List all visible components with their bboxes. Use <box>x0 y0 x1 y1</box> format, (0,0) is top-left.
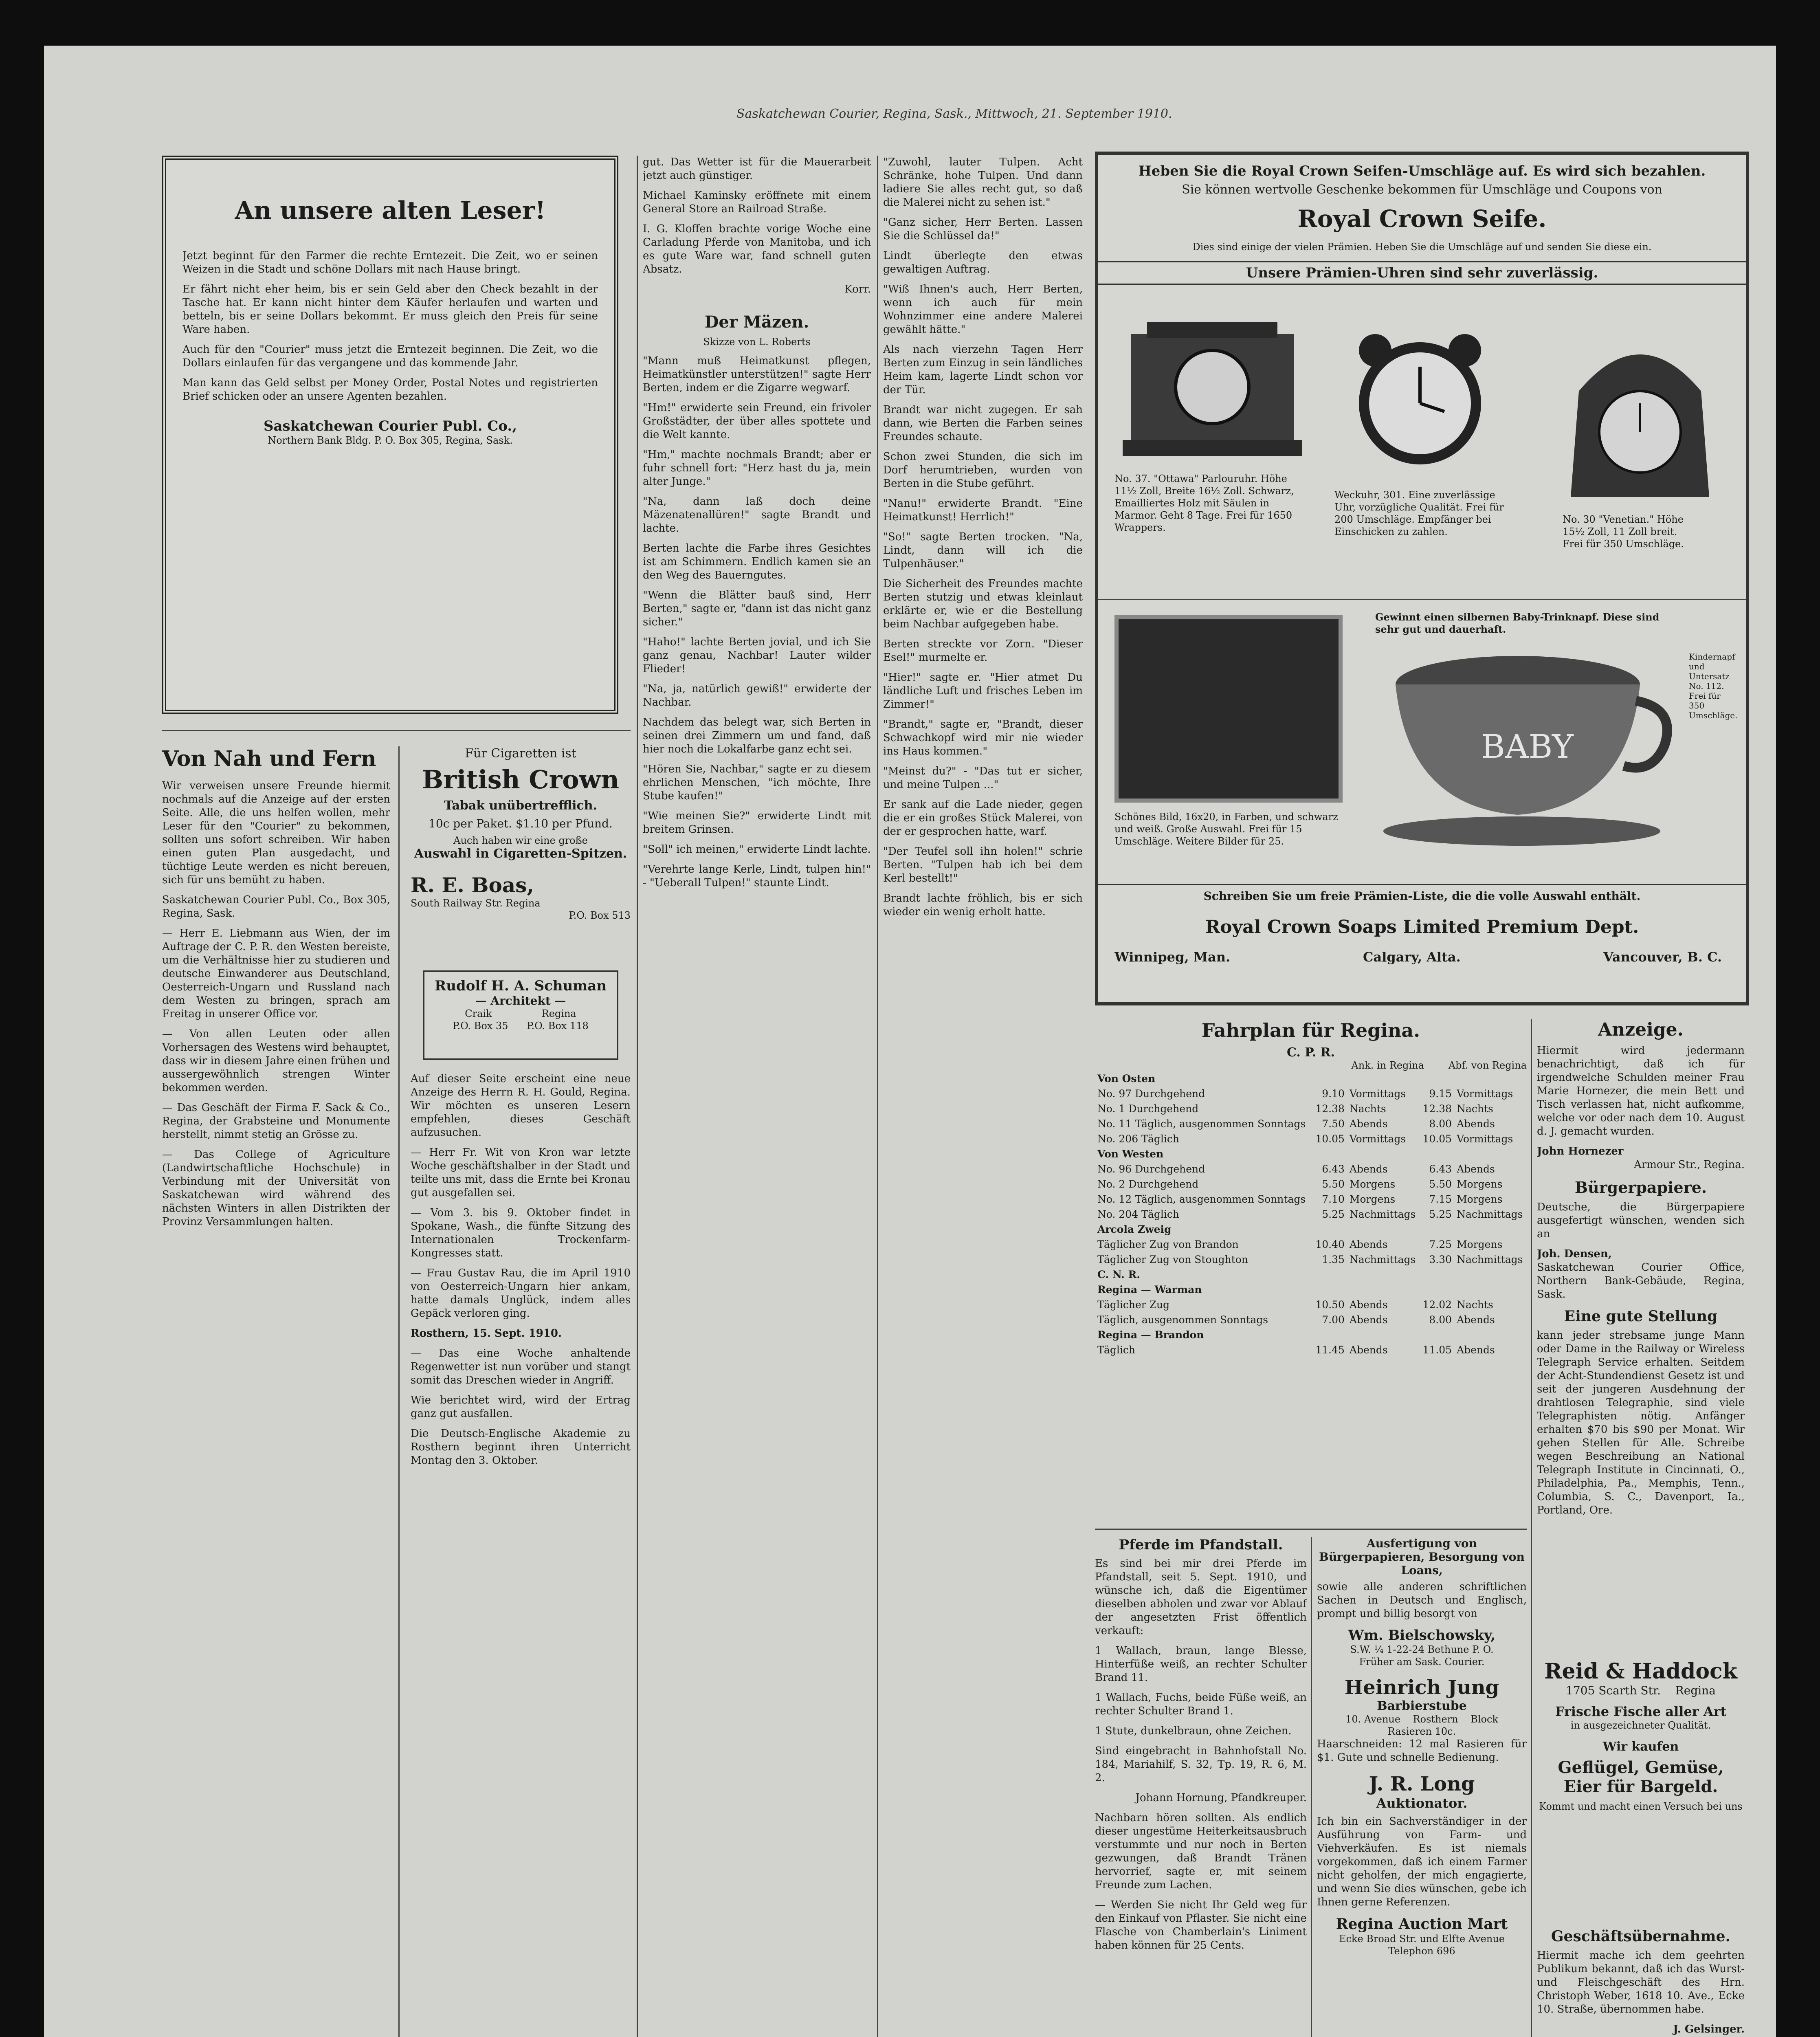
schedule-cell: 9.10 <box>1322 1088 1345 1100</box>
clock1-caption: No. 37. "Ottawa" Parlouruhr. Höhe 11½ Zoll, Breite 16½ Zoll. Schwarz, Emailliertes Holz mit Säulen in Marmor. Geht 8 Tage. Frei für 1650 Wrappers. <box>1114 473 1294 533</box>
column-rule <box>1311 1537 1312 2037</box>
schedule-row <box>1095 1297 1527 1312</box>
baby-cup-icon <box>1383 652 1677 847</box>
schedule-row <box>1095 1161 1527 1177</box>
story-paragraph: Die Sicherheit des Freundes machte Berten stutzig und etwas kleinlaut erklärte er, wie er die Bestellung beim Nachbar aufgegeben habe. <box>883 578 1083 630</box>
reid-haddock-ad <box>1537 1659 1745 1924</box>
schedule-cell: 10.05 <box>1315 1133 1345 1145</box>
schedule-cell: 11.45 <box>1315 1344 1345 1356</box>
boas-address: South Railway Str. Regina <box>411 898 541 909</box>
ottawa-clock-icon <box>1114 318 1310 464</box>
mid-paragraph: — Vom 3. bis 9. Oktober findet in Spokane, Wash., die fünfte Sitzung des Internationalen Trockenfarm-Kongresses statt. <box>411 1207 631 1259</box>
story-paragraph: Er sank auf die Lade nieder, gegen die er ein großes Stück Malerei, von der er gesprochen hatte, warf. <box>883 799 1083 838</box>
pferde-title: Pferde im Pfandstall. <box>1119 1537 1283 1553</box>
schedule-cell: 5.25 <box>1429 1208 1452 1220</box>
fahrplan-cpr: C. P. R. <box>1286 1045 1335 1060</box>
cigarette-price: 10c per Paket. $1.10 per Pfund. <box>429 817 613 830</box>
nachbarn-text: Nachbarn hören sollten. Als endlich dieser ungestüme Heiterkeitsausbruch verstummte und nur noch in Berten gezwungen, daß Brandt Tränen hervorrief, sagte er, mit seinem Freunde zum Lachen. <box>1095 1812 1307 1891</box>
mid-dateline: Rosthern, 15. Sept. 1910. <box>411 1327 562 1340</box>
auction-address: Ecke Broad Str. und Elfte Avenue <box>1339 1933 1505 1945</box>
cup-side-text: Kindernapf und Untersatz No. 112. Frei für 350 Umschläge. <box>1689 652 1738 720</box>
story-paragraph: "Wiß Ihnen's auch, Herr Berten, wenn ich auch für mein Wohnzimmer eine andere Malerei gewählt hätte." <box>883 283 1083 336</box>
divider <box>162 730 631 731</box>
services-column <box>1317 1537 1527 2037</box>
royal-sub: Sie können wertvolle Geschenke bekommen für Umschläge und Coupons von <box>1182 183 1662 197</box>
schedule-cell: Nachts <box>1457 1103 1493 1115</box>
schedule-cell: No. 206 Täglich <box>1097 1133 1180 1145</box>
schedule-cell: 10.05 <box>1422 1133 1452 1145</box>
long-text: Ich bin ein Sachverständiger in der Ausführung von Farm- und Viehverkäufen. Es ist niemals vorgekommen, daß ich einem Farmer nicht geholfen, der mich engagierte, und wenn Sie dies wünschen, gebe ich Ihnen gerne Referenzen. <box>1317 1815 1527 1908</box>
framed-picture-image <box>1114 615 1343 803</box>
newspaper-page <box>44 46 1776 2037</box>
schedule-cell: Morgens <box>1457 1193 1503 1205</box>
schedule-cell: Morgens <box>1349 1193 1396 1205</box>
leser-address: Northern Bank Bldg. P. O. Box 305, Regina, Sask. <box>268 435 513 446</box>
column-rule <box>877 156 878 2037</box>
reid-foot: Kommt und macht einen Versuch bei uns <box>1539 1801 1743 1812</box>
pferde-text: Es sind bei mir drei Pferde im Pfandstall, seit 5. Sept. 1910, und wünsche ich, daß die Eigentümer dieselben abholen und zwar vor Ablauf der angesetzten Frist öffentlich verkauft: <box>1095 1557 1307 1637</box>
schedule-cell: 7.10 <box>1322 1193 1345 1205</box>
schedule-cell: 7.15 <box>1429 1193 1452 1205</box>
royal-premium-head: Unsere Prämien-Uhren sind sehr zuverlässig. <box>1098 261 1746 285</box>
story-paragraph: "Meinst du?" - "Das tut er sicher, und meine Tulpen ..." <box>883 765 1083 791</box>
schedule-cell: Täglicher Zug von Stoughton <box>1097 1254 1248 1265</box>
leser-paragraph: Jetzt beginnt für den Farmer die rechte Erntezeit. Die Zeit, wo er seinen Weizen in die Stadt und schöne Dollars mit nach Hause bringt. <box>182 250 598 275</box>
clock3-caption: No. 30 "Venetian." Höhe 15½ Zoll, 11 Zoll breit. Frei für 350 Umschläge. <box>1563 514 1684 550</box>
nahfern-title: Von Nah und Fern <box>162 746 376 771</box>
schedule-section-head: C. N. R. <box>1097 1269 1141 1280</box>
schedule-section-head: Von Osten <box>1097 1073 1156 1084</box>
schedule-cell: No. 1 Durchgehend <box>1097 1103 1199 1115</box>
uebernahme-text: Hiermit mache ich dem geehrten Publikum bekannt, daß ich das Wurst- und Fleischgeschäft des Hrn. Christoph Weber, 1618 10. Ave., Ecke 10. Straße, übernommen habe. <box>1537 1949 1745 2015</box>
nahfern-signoff: Saskatchewan Courier Publ. Co., Box 305, Regina, Sask. <box>162 894 390 920</box>
schedule-cell: 6.43 <box>1322 1163 1345 1175</box>
jung-role: Barbierstube <box>1377 1699 1467 1713</box>
royal-request: Schreiben Sie um freie Prämien-Liste, die die volle Auswahl enthält. <box>1098 884 1746 903</box>
pferde-column <box>1095 1537 1307 2037</box>
column-rule <box>637 156 638 2037</box>
schedule-row <box>1095 1207 1527 1222</box>
leser-paragraph: Man kann das Geld selbst per Money Order, Postal Notes und registrierten Brief schicken oder an unsere Agenten bezahlen. <box>182 377 598 403</box>
schedule-cell: No. 11 Täglich, ausgenommen Sonntags <box>1097 1118 1306 1130</box>
nahfern-item: — Herr E. Liebmann aus Wien, der im Auftrage der C. P. R. den Westen bereiste, um die Verhältnisse hier zu studieren und deutsche Einwanderer aus Deutschland, Oesterreich-Ungarn und Russland nach dem Westen zu bringen, sprach am Freitag in unserer Office vor. <box>162 927 390 1020</box>
uebernahme-signature: J. Gelsinger. <box>1673 2023 1745 2035</box>
stellung-text: kann jeder strebsame junge Mann oder Dame in the Railway or Wireless Telegraph Service erhalten. Seitdem der Acht-Stundendienst Gesetz ist und seit der jungeren Ausdehnung der drahtlosen Telegraphie, sind viele Telegraphisten nötig. Anfänger erhalten $70 bis $90 per Monat. Wir gehen Stellen für Alle. Schreibe wegen Beschreibung an National Telegraph Institute in Cincinnati, O., Philadelphia, Pa., Memphis, Tenn., Columbia, S. C., Davenport, Ia., Portland, Ore. <box>1537 1329 1745 1516</box>
leser-paragraph: Er fährt nicht eher heim, bis er sein Geld aber den Check bezahlt in der Tasche hat. Er kann nicht hinter dem Käufer herlaufen und warten und betteln, bis er seine Dollars bekommt. Er muss gleich den Preis für seine Ware haben. <box>182 283 598 336</box>
cigarette-head: Für Cigaretten ist <box>465 746 576 761</box>
story-paragraph: "Na, ja, natürlich gewiß!" erwiderte der Nachbar. <box>643 683 871 708</box>
schedule-cell: Nachts <box>1457 1299 1493 1311</box>
schedule-cell: No. 12 Täglich, ausgenommen Sonntags <box>1097 1193 1306 1205</box>
reid-goods: Geflügel, Gemüse, Eier für Bargeld. <box>1558 1758 1724 1796</box>
schedule-cell: No. 97 Durchgehend <box>1097 1088 1205 1100</box>
story-paragraph: "Haho!" lachte Berten jovial, und ich Sie ganz genau, Nachbar! Lauter wilder Flieder! <box>643 636 871 675</box>
schedule-section-head: Regina — Brandon <box>1097 1329 1204 1341</box>
story-paragraph: "Mann muß Heimatkunst pflegen, Heimatkünstler unterstützen!" sagte Herr Berten, indem er die Zigarre wegwarf. <box>643 355 871 394</box>
story-paragraph: Als nach vierzehn Tagen Herr Berten zum Einzug in sein ländliches Heim kam, lagerte Lindt schon vor der Tür. <box>883 343 1083 396</box>
schedule-cell: 10.40 <box>1315 1238 1345 1250</box>
schedule-cell: Abends <box>1349 1238 1388 1250</box>
story-signature: Korr. <box>844 283 871 295</box>
schedule-cell: Abends <box>1349 1344 1388 1356</box>
auction-phone: Telephon 696 <box>1388 1945 1455 1957</box>
uebernahme-ad <box>1537 1928 1745 2037</box>
schedule-cell: 9.15 <box>1429 1088 1452 1100</box>
schedule-cell: 7.00 <box>1322 1314 1345 1326</box>
story-paragraph: Brandt war nicht zugegen. Er sah dann, wie Berten die Farben seines Freundes schaute. <box>883 404 1083 443</box>
story-paragraph: "Zuwohl, lauter Tulpen. Acht Schränke, hohe Tulpen. Und dann ladiere Sie alles recht gut, so daß die Malerei nicht zu sehen ist." <box>883 156 1083 209</box>
schedule-cell: Abends <box>1457 1163 1495 1175</box>
schedule-cell: No. 204 Täglich <box>1097 1208 1180 1220</box>
schedule-cell: Vormittags <box>1457 1133 1513 1145</box>
story-paragraph: "Wenn die Blätter bauß sind, Herr Berten," sagte er, "dann ist das nicht ganz sicher." <box>643 589 871 628</box>
leser-title: An unsere alten Leser! <box>235 196 546 225</box>
story-paragraph: Lindt überlegte den etwas gewaltigen Auftrag. <box>883 250 1083 275</box>
jung-price: Rasieren 10c. <box>1387 1726 1456 1737</box>
schuman-boxes: P.O. Box 35 P.O. Box 118 <box>453 1020 589 1032</box>
uebernahme-title: Geschäftsübernahme. <box>1551 1928 1731 1945</box>
schedule-cell: Nachts <box>1349 1103 1386 1115</box>
story-paragraph: Berten lachte die Farbe ihres Gesichtes ist am Schimmern. Endlich kamen sie an den Weg des Bauerngutes. <box>643 542 871 581</box>
schedule-cell: 7.25 <box>1429 1238 1452 1250</box>
cup-head: Gewinnt einen silbernen Baby-Trinknapf. Diese sind sehr gut und dauerhaft. <box>1375 611 1660 635</box>
reid-kaufen: Wir kaufen <box>1602 1740 1679 1754</box>
nahfern-item: — Das College of Agriculture (Landwirtschaftliche Hochschule) in Verbindung mit der Universität von Saskatchewan wird während des nächsten Winters in allen Distrikten der Provinz Versammlungen halten. <box>162 1148 390 1228</box>
schedule-cell: Morgens <box>1457 1238 1503 1250</box>
royal-city-vancouver: Vancouver, B. C. <box>1603 949 1722 965</box>
anzeige-text: Hiermit wird jedermann benachrichtigt, daß ich für irgendwelche Schulden meiner Frau Marie Hornezer, die mein Bett und Tisch verlassen hat, nicht aufkomme, welche vor oder nach dem 10. August d. J. gemacht wurden. <box>1537 1045 1745 1137</box>
story2-column <box>883 156 1083 2037</box>
leser-paragraph: Auch für den "Courier" muss jetzt die Erntezeit beginnen. Die Zeit, wo die Dollars einlaufen für das vergangene und das kommende Jahr. <box>182 343 598 369</box>
jung-address: 10. Avenue Rosthern Block <box>1345 1714 1498 1725</box>
schedule-cell: 3.30 <box>1429 1254 1452 1265</box>
schedule-row <box>1095 1237 1527 1252</box>
column-rule <box>1531 1019 1532 2037</box>
story-paragraph: "Hören Sie, Nachbar," sagte er zu diesem ehrlichen Menschen, "ich möchte, Ihre Stube kaufen!" <box>643 763 871 802</box>
mid-paragraph: — Das eine Woche anhaltende Regenwetter ist nun vorüber und stangt somit das Dreschen wieder in Angriff. <box>411 1347 631 1386</box>
schuman-ad <box>423 970 618 1060</box>
schedule-section-head: Arcola Zweig <box>1097 1223 1172 1235</box>
leser-notice <box>162 156 618 714</box>
schedule-cell: Täglich, ausgenommen Sonntags <box>1097 1314 1268 1326</box>
schedule-section-head: Von Westen <box>1097 1148 1164 1160</box>
schedule-row <box>1095 1101 1527 1116</box>
schedule-row <box>1095 1177 1527 1192</box>
royal-brand: Royal Crown Seife. <box>1297 205 1547 233</box>
story-paragraph: "Der Teufel soll ihn holen!" schrie Berten. "Tulpen hab ich bei dem Kerl bestellt!" <box>883 845 1083 884</box>
cigarette-brand: British Crown <box>422 765 620 794</box>
schedule-cell: 1.35 <box>1322 1254 1345 1265</box>
column-rule <box>398 746 400 2037</box>
story-paragraph: Schon zwei Stunden, die sich im Dorf herumtrieben, wurden von Berten in die Stube geführt. <box>883 451 1083 490</box>
mid-paragraph: Die Deutsch-Englische Akademie zu Rosthern beginnt ihren Unterricht Montag den 3. Oktober. <box>411 1428 631 1467</box>
leser-firm: Saskatchewan Courier Publ. Co., <box>263 418 517 434</box>
divider <box>1098 599 1746 600</box>
buerger-name: Joh. Densen, <box>1537 1248 1612 1260</box>
schuman-cities: Craik Regina <box>465 1008 576 1019</box>
mid-paragraph: — Frau Gustav Rau, die im April 1910 von Oesterreich-Ungarn hier ankam, hatte damals Unglück, indem alles Gepäck verloren ging. <box>411 1267 631 1320</box>
schedule-cell: Abends <box>1349 1299 1388 1311</box>
story-paragraph: I. G. Kloffen brachte vorige Woche eine Carladung Pferde von Manitoba, und ich es gute Ware war, fand schnell guten Absatz. <box>643 223 871 275</box>
schedule-row <box>1095 1252 1527 1267</box>
schedule-cell: 7.50 <box>1322 1118 1345 1130</box>
schedule-cell: 5.25 <box>1322 1208 1345 1220</box>
page-header: Saskatchewan Courier, Regina, Sask., Mittwoch, 21. September 1910. <box>736 107 1172 121</box>
auction-name: Regina Auction Mart <box>1336 1916 1508 1933</box>
nahfern-intro: Wir verweisen unsere Freunde hiermit nochmals auf die Anzeige auf der ersten Seite. Alle, die uns helfen wollen, mehr Leser für den "Courier" zu bekommen, sollten uns sofort schreiben. Wir haben einen guten Plan ausgedacht, und tüchtige Leute werden es nicht bereuen, sich für uns bemüht zu haben. <box>162 780 390 886</box>
story-paragraph: "Hm," machte nochmals Brandt; aber er fuhr schnell fort: "Herz hast du ja, mein alter Junge." <box>643 449 871 488</box>
royal-crown-ad <box>1095 152 1749 1005</box>
schedule-cell: Täglicher Zug <box>1097 1299 1170 1311</box>
schedule-cell: Abends <box>1457 1118 1495 1130</box>
reid-line1: Frische Fische aller Art <box>1555 1704 1727 1719</box>
mid-paragraph: — Herr Fr. Wit von Kron war letzte Woche geschäftshalber in der Stadt und teilte uns mit, dass die Ernte bei Kronau gut ausgefallen sei. <box>411 1146 631 1199</box>
story-paragraph: "Na, dann laß doch deine Mäzenatenallüren!" sagte Brandt und lachte. <box>643 495 871 535</box>
mid-paragraph: Wie berichtet wird, wird der Ertrag ganz gut ausfallen. <box>411 1394 631 1420</box>
story-paragraph: "So!" sagte Berten trocken. "Na, Lindt, dann will ich die Tulpenhäuser." <box>883 531 1083 570</box>
schedule-cell: 12.38 <box>1422 1103 1452 1115</box>
schedule-cell: Nachmittags <box>1349 1254 1416 1265</box>
story-paragraph: "Wie meinen Sie?" erwiderte Lindt mit breitem Grinsen. <box>643 810 871 836</box>
reid-name: Reid & Haddock <box>1544 1659 1737 1684</box>
royal-city-calgary: Calgary, Alta. <box>1363 949 1461 965</box>
schedule-cell: 5.50 <box>1322 1178 1345 1190</box>
story-paragraph: "Soll" ich meinen," erwiderte Lindt lachte. <box>643 843 871 856</box>
schedule-cell: 6.43 <box>1429 1163 1452 1175</box>
story-paragraph: "Hm!" erwiderte sein Freund, ein frivoler Großstädter, der über alles spottete und die Welt kannte. <box>643 402 871 441</box>
schedule-cell: No. 96 Durchgehend <box>1097 1163 1205 1175</box>
pferde-item: 1 Stute, dunkelbraun, ohne Zeichen. <box>1095 1725 1292 1737</box>
fahrplan-col-abf: Abf. von Regina <box>1448 1060 1527 1071</box>
royal-footer: Royal Crown Soaps Limited Premium Dept. <box>1205 917 1639 937</box>
schedule-cell: Abends <box>1349 1314 1388 1326</box>
story-paragraph: gut. Das Wetter ist für die Mauerarbeit jetzt auch günstiger. <box>643 156 871 182</box>
schedule-row <box>1095 1116 1527 1131</box>
royal-banner: Heben Sie die Royal Crown Seifen-Umschläge auf. Es wird sich bezahlen. <box>1138 163 1706 179</box>
picture-caption: Schönes Bild, 16x20, in Farben, und schwarz und weiß. Große Auswahl. Frei für 15 Umschläge. Weitere Bilder für 25. <box>1114 811 1338 847</box>
divider <box>1095 1529 1527 1530</box>
mid-paragraph: Auf dieser Seite erscheint eine neue Anzeige des Herrn R. H. Gould, Regina. Wir möchten es unseren Lesern empfehlen, dieses Geschäft aufzusuchen. <box>411 1073 631 1139</box>
cigarette-more: Auch haben wir eine große <box>453 835 588 846</box>
schedule-cell: Abends <box>1457 1314 1495 1326</box>
schedule-cell: 8.00 <box>1429 1118 1452 1130</box>
royal-city-winnipeg: Winnipeg, Man. <box>1114 949 1231 965</box>
nahfern-item: — Von allen Leuten oder allen Vorhersagen des Westens wird behauptet, dass wir in diesem Jahre einen frühen und aussergewöhnlich strengen Winter bekommen werden. <box>162 1028 390 1094</box>
nahfern-item: — Das Geschäft der Firma F. Sack & Co., Regina, der Grabsteine und Monumente herstellt, nimmt stetig an Grösse zu. <box>162 1102 390 1141</box>
story-paragraph: Michael Kaminsky eröffnete mit einem General Store an Railroad Straße. <box>643 189 871 215</box>
schedule-cell: 12.38 <box>1315 1103 1345 1115</box>
anzeige-column <box>1537 1019 1745 1655</box>
ausfertigung-text: sowie alle anderen schriftlichen Sachen in Deutsch und Englisch, prompt und billig besorgt von <box>1317 1581 1527 1620</box>
schuman-role: — Architekt — <box>475 994 566 1008</box>
cigarette-sub: Tabak unübertrefflich. <box>444 799 597 813</box>
fahrplan <box>1095 1019 1527 1524</box>
pferde-item: 1 Wallach, braun, lange Blesse, Hinterfüße weiß, an rechter Schulter Brand 11. <box>1095 1645 1307 1684</box>
story-paragraph: Nachdem das belegt war, sich Berten in seinen drei Zimmern um und fand, daß hier noch die Lokalfarbe ganz echt sei. <box>643 716 871 755</box>
pferde-signature: Johann Hornung, Pfandkreuper. <box>1135 1792 1307 1804</box>
nachbarn-extra: — Werden Sie nicht Ihr Geld weg für den Einkauf von Pflaster. Sie nicht eine Flasche von Chamberlain's Liniment haben können für 25 Cents. <box>1095 1899 1307 1951</box>
pferde-item: 1 Wallach, Fuchs, beide Füße weiß, an rechter Schulter Brand 1. <box>1095 1692 1307 1717</box>
schedule-cell: No. 2 Durchgehend <box>1097 1178 1199 1190</box>
anzeige-title: Anzeige. <box>1598 1019 1684 1040</box>
venetian-clock-icon <box>1554 310 1725 505</box>
schedule-cell: Täglicher Zug von Brandon <box>1097 1238 1239 1250</box>
schedule-cell: Morgens <box>1457 1178 1503 1190</box>
stellung-title: Eine gute Stellung <box>1564 1308 1718 1325</box>
alarm-clock-icon <box>1351 326 1489 473</box>
schedule-cell: Abends <box>1349 1118 1388 1130</box>
buerger-title: Bürgerpapiere. <box>1574 1178 1707 1197</box>
buerger-address: Saskatchewan Courier Office, Northern Bank-Gebäude, Regina, Sask. <box>1537 1261 1745 1300</box>
story-byline: Skizze von L. Roberts <box>703 336 811 348</box>
clock2-caption: Weckuhr, 301. Eine zuverlässige Uhr, vorzügliche Qualität. Frei für 200 Umschläge. Empfänger bei Einschicken zu zahlen. <box>1334 489 1504 537</box>
schedule-cell: Vormittags <box>1349 1088 1406 1100</box>
schedule-cell: Nachmittags <box>1457 1208 1523 1220</box>
schedule-cell: 5.50 <box>1429 1178 1452 1190</box>
cigarette-ad <box>411 746 631 958</box>
schedule-cell: 10.50 <box>1315 1299 1345 1311</box>
schedule-cell: Täglich <box>1097 1344 1135 1356</box>
ausfertigung-former: Früher am Sask. Courier. <box>1359 1656 1485 1667</box>
schedule-cell: 8.00 <box>1429 1314 1452 1326</box>
fahrplan-col-ank: Ank. in Regina <box>1351 1060 1424 1071</box>
anzeige-signature: John Hornezer <box>1537 1145 1624 1157</box>
ausfertigung-address: S.W. ¼ 1-22-24 Bethune P. O. <box>1350 1644 1494 1655</box>
schedule-cell: Nachmittags <box>1457 1254 1523 1265</box>
story-paragraph: "Nanu!" erwiderte Brandt. "Eine Heimatkunst! Herrlich!" <box>883 497 1083 523</box>
story-title: Der Mäzen. <box>704 312 809 332</box>
royal-line: Dies sind einige der vielen Prämien. Heben Sie die Umschläge auf und senden Sie diese ein. <box>1192 241 1652 253</box>
schedule-table <box>1095 1071 1527 1357</box>
ausfertigung-title: Ausfertigung von Bürgerpapieren, Besorgung von Loans, <box>1319 1537 1525 1577</box>
buerger-text: Deutsche, die Bürgerpapiere ausgefertigt wünschen, wenden sich an <box>1537 1201 1745 1240</box>
schedule-row <box>1095 1342 1527 1357</box>
mid-column <box>411 1072 631 2037</box>
boas-name: R. E. Boas, <box>411 873 534 897</box>
schedule-cell: 11.05 <box>1422 1344 1452 1356</box>
boas-box: P.O. Box 513 <box>569 910 631 921</box>
story-paragraph: "Hier!" sagte er. "Hier atmet Du ländliche Luft und frisches Leben im Zimmer!" <box>883 671 1083 711</box>
long-role: Auktionator. <box>1376 1795 1468 1811</box>
schedule-row <box>1095 1086 1527 1101</box>
schedule-cell: Abends <box>1457 1344 1495 1356</box>
schedule-row <box>1095 1131 1527 1146</box>
fahrplan-title: Fahrplan für Regina. <box>1201 1019 1420 1041</box>
schedule-section-head: Regina — Warman <box>1097 1284 1202 1296</box>
schuman-name: Rudolf H. A. Schuman <box>434 978 607 994</box>
schedule-row <box>1095 1312 1527 1327</box>
schedule-cell: Vormittags <box>1457 1088 1513 1100</box>
schedule-cell: Nachmittags <box>1349 1208 1416 1220</box>
schedule-cell: Vormittags <box>1349 1133 1406 1145</box>
cigarette-choice: Auswahl in Cigaretten-Spitzen. <box>414 847 627 861</box>
jung-name: Heinrich Jung <box>1344 1676 1499 1699</box>
story-paragraph: "Verehrte lange Kerle, Lindt, tulpen hin!" - "Ueberall Tulpen!" staunte Lindt. <box>643 863 871 889</box>
story-paragraph: Berten streckte vor Zorn. "Dieser Esel!" murmelte er. <box>883 638 1083 664</box>
anzeige-address: Armour Str., Regina. <box>1633 1159 1745 1171</box>
long-name: J. R. Long <box>1369 1773 1475 1795</box>
jung-text: Haarschneiden: 12 mal Rasieren für $1. Gute und schnelle Bedienung. <box>1317 1738 1527 1764</box>
ausfertigung-name: Wm. Bielschowsky, <box>1348 1627 1496 1643</box>
pferde-location: Sind eingebracht in Bahnhofstall No. 184, Mariahilf, S. 32, Tp. 19, R. 6, M. 2. <box>1095 1745 1307 1784</box>
schedule-cell: Morgens <box>1349 1178 1396 1190</box>
story-paragraph: Brandt lachte fröhlich, bis er sich wieder ein wenig erholt hatte. <box>883 892 1083 918</box>
schedule-row <box>1095 1192 1527 1207</box>
reid-address: 1705 Scarth Str. Regina <box>1566 1684 1716 1697</box>
schedule-cell: 12.02 <box>1422 1299 1452 1311</box>
story-paragraph: "Brandt," sagte er, "Brandt, dieser Schwachkopf wird mir nie wieder ins Haus kommen." <box>883 718 1083 757</box>
schedule-cell: Abends <box>1349 1163 1388 1175</box>
story-column <box>643 156 871 2037</box>
nahfern-column <box>162 746 390 2037</box>
story-paragraph: "Ganz sicher, Herr Berten. Lassen Sie die Schlüssel da!" <box>883 216 1083 242</box>
reid-line2: in ausgezeichneter Qualität. <box>1570 1720 1711 1731</box>
fahrplan-table <box>1095 1071 1527 1357</box>
baby-cup-text: BABY <box>1481 728 1574 766</box>
